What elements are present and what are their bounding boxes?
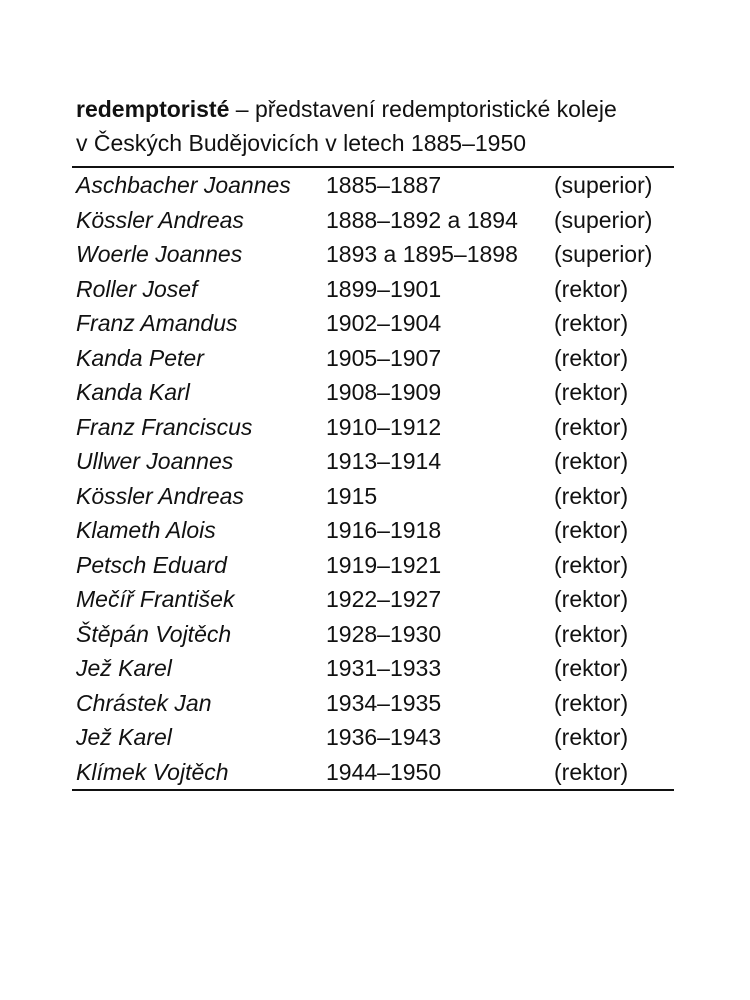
person-name: Štěpán Vojtěch <box>76 620 232 647</box>
office-role: (rektor) <box>554 586 629 612</box>
person-name: Jež Karel <box>76 724 172 750</box>
office-role: (rektor) <box>554 758 629 785</box>
table-row <box>72 651 674 686</box>
table-row <box>72 686 674 721</box>
office-role: (rektor) <box>554 517 629 543</box>
office-role: (rektor) <box>554 655 629 681</box>
table-row <box>72 341 674 376</box>
office-role: (rektor) <box>554 275 629 302</box>
person-name: Petsch Eduard <box>76 551 227 578</box>
person-name: Jež Karel <box>76 655 172 681</box>
table-row <box>72 548 674 583</box>
entry-heading-line2: v Českých Budějovicích v letech 1885–1950 <box>76 130 527 156</box>
person-name: Kanda Karl <box>76 379 190 405</box>
table-row <box>72 513 674 548</box>
office-role: (rektor) <box>554 724 629 750</box>
person-name: Franz Franciscus <box>76 413 253 440</box>
office-role: (superior) <box>554 241 653 267</box>
table-row <box>72 168 674 203</box>
term-years: 1908–1909 <box>326 379 442 405</box>
document-entry <box>72 92 674 791</box>
term-years: 1902–1904 <box>326 310 442 336</box>
term-years: 1922–1927 <box>326 586 442 612</box>
person-name: Aschbacher Joannes <box>76 172 291 198</box>
person-name: Roller Josef <box>76 275 198 302</box>
person-name: Woerle Joannes <box>76 241 243 267</box>
term-years: 1893 a 1895–1898 <box>326 241 518 267</box>
office-role: (superior) <box>554 172 653 198</box>
office-role: (rektor) <box>554 482 629 509</box>
term-years: 1934–1935 <box>326 689 442 716</box>
table-row <box>72 720 674 755</box>
table-row <box>72 755 674 790</box>
term-years: 1928–1930 <box>326 620 442 647</box>
table-row <box>72 410 674 445</box>
term-years: 1936–1943 <box>326 724 442 750</box>
table-row <box>72 272 674 307</box>
table-row <box>72 203 674 238</box>
person-name: Kössler Andreas <box>76 206 244 233</box>
superiors-table <box>72 168 674 789</box>
person-name: Chrástek Jan <box>76 689 212 716</box>
table-row <box>72 375 674 410</box>
bottom-rule <box>72 789 674 791</box>
table-row <box>72 479 674 514</box>
table-row <box>72 306 674 341</box>
term-years: 1899–1901 <box>326 275 442 302</box>
entry-heading <box>72 92 674 166</box>
office-role: (rektor) <box>554 551 629 578</box>
superiors-table-body <box>72 168 674 789</box>
office-role: (superior) <box>554 206 653 233</box>
office-role: (rektor) <box>554 379 629 405</box>
office-role: (rektor) <box>554 448 629 474</box>
person-name: Kanda Peter <box>76 344 204 371</box>
entry-heading-line1: – představení redemptoristické koleje <box>229 96 617 122</box>
office-role: (rektor) <box>554 689 629 716</box>
office-role: (rektor) <box>554 413 629 440</box>
person-name: Klameth Alois <box>76 517 216 543</box>
office-role: (rektor) <box>554 310 629 336</box>
term-years: 1913–1914 <box>326 448 442 474</box>
table-row <box>72 237 674 272</box>
person-name: Mečíř František <box>76 586 235 612</box>
table-row <box>72 617 674 652</box>
office-role: (rektor) <box>554 620 629 647</box>
term-years: 1905–1907 <box>326 344 442 371</box>
person-name: Kössler Andreas <box>76 482 244 509</box>
person-name: Klímek Vojtěch <box>76 758 229 785</box>
term-years: 1885–1887 <box>326 172 442 198</box>
term-years: 1931–1933 <box>326 655 442 681</box>
term-years: 1944–1950 <box>326 758 442 785</box>
term-years: 1910–1912 <box>326 413 442 440</box>
term-years: 1915 <box>326 482 378 509</box>
person-name: Ullwer Joannes <box>76 448 234 474</box>
office-role: (rektor) <box>554 344 629 371</box>
entry-term: redemptoristé <box>76 96 230 122</box>
term-years: 1919–1921 <box>326 551 442 578</box>
table-row <box>72 444 674 479</box>
term-years: 1916–1918 <box>326 517 442 543</box>
person-name: Franz Amandus <box>76 310 238 336</box>
term-years: 1888–1892 a 1894 <box>326 206 518 233</box>
table-row <box>72 582 674 617</box>
